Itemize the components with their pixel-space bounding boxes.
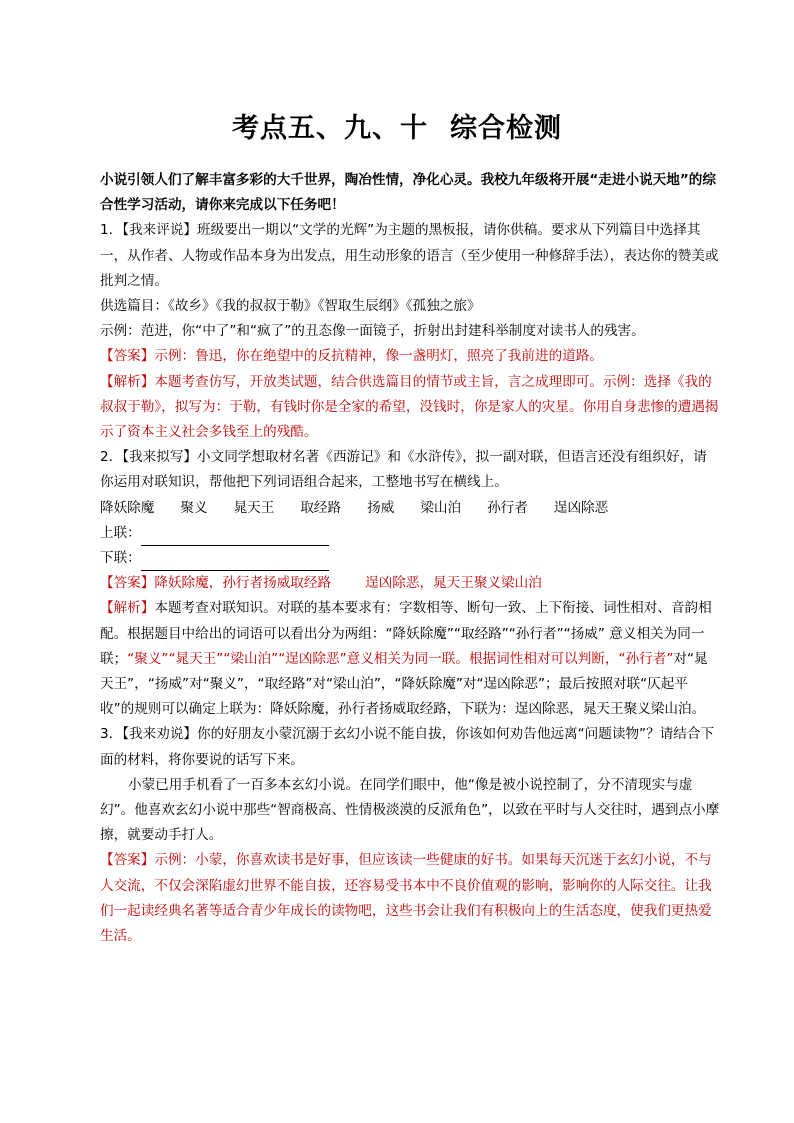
- answer-tag: 【答案】: [100, 348, 155, 365]
- q1-analysis-text: 本题考查仿写，开放类试题，结合供选篇目的情节或主旨，言之成理即可。示例：选择《我的叔叔于勒》，拟写为：于勒，有钱时你是全家的希望，没钱时，你是家人的灾星。你用自身悲惨的遭遇揭示了资本主义社会多钱至上的残酷。: [100, 373, 719, 441]
- q1-example: 示例：范进，你“中了”和“疯了”的丑态像一面镜子，折射出封建科举制度对读书人的残害。: [100, 323, 645, 340]
- upper-couplet-label: 上联：: [100, 524, 141, 541]
- answer-tag: 【答案】: [100, 852, 155, 869]
- word-item: 取经路: [300, 499, 342, 516]
- word-item: 扬威: [367, 499, 395, 516]
- lower-couplet-row: [100, 546, 720, 571]
- q3-material: 小蒙已用手机看了一百多本玄幻小说。在同学们眼中，他“像是被小说控制了，分不清现实与虚幻”。他喜欢玄幻小说中那些“智商极高、性情极淡漠的反派角色”，以致在平时与人交往时，遇到点小摩擦，就要动手打人。: [100, 776, 720, 844]
- lower-couplet-label: 下联：: [100, 550, 141, 567]
- q2-word-list: [100, 496, 720, 521]
- q2-analysis: [100, 596, 720, 722]
- q2-analysis-text-2: “聚义”“晁天王”“梁山泊”“逞凶除恶”意义相关为同一联。根据词性相对可以判断，“孙行者”: [127, 650, 674, 667]
- title-part-b: 综合检测: [450, 113, 562, 144]
- word-item: 逞凶除恶: [553, 499, 609, 516]
- intro-paragraph: 小说引领人们了解丰富多彩的大千世界，陶冶性情，净化心灵。我校九年级将开展“走进小说天地”的综合性学习活动，请你来完成以下任务吧！: [100, 172, 716, 214]
- q2-answer: [100, 571, 720, 596]
- q2-answer-lower: 逞凶除恶，晁天王聚义梁山泊: [365, 575, 542, 592]
- word-item: 梁山泊: [420, 499, 462, 516]
- q1-options: 供选篇目：《故乡》《我的叔叔于勒》《智取生辰纲》《孤独之旅》: [100, 298, 481, 315]
- q1-answer-text: 示例：鲁迅，你在绝望中的反抗精神，像一盏明灯，照亮了我前进的道路。: [154, 348, 603, 365]
- word-item: 降妖除魔: [100, 499, 155, 516]
- document-body: [100, 168, 720, 949]
- upper-couplet-blank[interactable]: [141, 528, 329, 546]
- q2-answer-upper: 降妖除魔，孙行者扬威取经路: [154, 575, 332, 592]
- analysis-tag: 【解析】: [100, 600, 155, 617]
- upper-couplet-row: [100, 521, 720, 546]
- q3-prompt: 3．【我来劝说】你的好朋友小蒙沉溺于玄幻小说不能自拔，你该如何劝告他远离“问题读物”？请结合下面的材料，将你要说的话写下来。: [100, 726, 715, 768]
- q1-answer: [100, 344, 720, 369]
- word-item: 晁天王: [233, 499, 275, 516]
- lower-couplet-blank[interactable]: [141, 553, 329, 571]
- answer-tag: 【答案】: [100, 575, 155, 592]
- q1-analysis: [100, 370, 720, 446]
- page-title: [0, 106, 794, 145]
- q2-analysis-text-3: 对“晁天王”，“扬威”对“聚义”，“取经路”对“梁山泊”，“降妖除魔”对“逞凶除恶”；最后按照对联“仄起平收”的规则可以确定上联为：降妖除魔，孙行者扬威取经路，下联为：逞凶除恶，晁天王聚义梁山泊。: [100, 650, 708, 718]
- q1-prompt: 1．【我来评说】班级要出一期以“文学的光辉”为主题的黑板报，请你供稿。要求从下列篇目中选择其一，从作者、人物或作品本身为出发点，用生动形象的语言（至少使用一种修辞手法），表达你的赞美或批判之情。: [100, 222, 719, 289]
- q3-answer: [100, 848, 720, 949]
- q2-analysis-text-1: 本题考查对联知识。对联的基本要求有：字数相等、断句一致、上下衔接、词性相对、音韵相配。根据题目中给出的词语可以看出分为两组：“降妖除魔”“取经路”“孙行者”“扬威” 意义相关为同一联；: [100, 600, 712, 667]
- analysis-tag: 【解析】: [100, 373, 155, 390]
- q2-prompt: 2．【我来拟写】小文同学想取材名著《西游记》和《水浒传》，拟一副对联，但语言还没有组织好，请你运用对联知识，帮他把下列词语组合起来，工整地书写在横线上。: [100, 449, 707, 491]
- q3-answer-text: 示例：小蒙，你喜欢读书是好事，但应该读一些健康的好书。如果每天沉迷于玄幻小说，不与人交流，不仅会深陷虚幻世界不能自拔，还容易受书本中不良价值观的影响，影响你的人际交往。让我们一起读经典名著等适合青少年成长的读物吧，这些书会让我们有积极向上的生活态度，使我们更热爱生活。: [100, 852, 712, 945]
- word-item: 孙行者: [487, 499, 528, 516]
- word-item: 聚义: [180, 499, 208, 516]
- title-part-a: 考点五、九、十: [232, 113, 428, 144]
